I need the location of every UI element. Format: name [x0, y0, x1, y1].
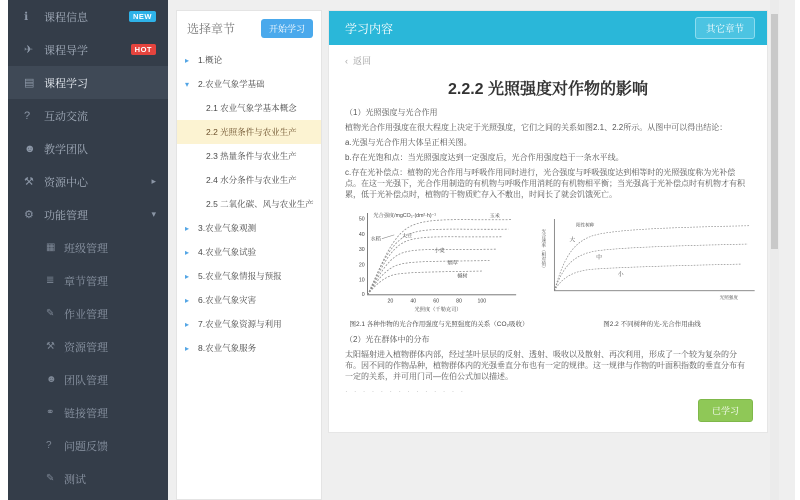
- grid-icon: ▦: [46, 242, 56, 253]
- truncated-line: · · · · · · · · · · · · · ·: [345, 387, 466, 396]
- chapter-item[interactable]: [177, 192, 321, 216]
- sidebar-subitem-label: 测试: [64, 473, 86, 486]
- chapter-label: 2.1 农业气象学基本概念: [206, 103, 297, 113]
- sidebar-subitem-label: 问题反馈: [64, 440, 108, 453]
- sidebar-subitem-label: 作业管理: [64, 308, 108, 321]
- new-badge: NEW: [129, 11, 156, 22]
- sidebar-subitem-label: 资源管理: [64, 341, 108, 354]
- chapter-label: 2.4 水分条件与农业生产: [206, 175, 297, 185]
- sidebar-item-course-learning[interactable]: [8, 66, 168, 99]
- chapter-label: 8.农业气象服务: [198, 343, 257, 353]
- sidebar-item-resource-center[interactable]: [8, 165, 168, 198]
- sidebar-subitem-class-management[interactable]: [8, 231, 168, 264]
- sidebar-item-label: 功能管理: [44, 209, 88, 222]
- lesson-body: [329, 107, 767, 200]
- edit-icon: ✎: [46, 308, 55, 319]
- series-label-medium: 中: [596, 255, 602, 262]
- paragraph: a.光强与光合作用大体呈正相关图。: [345, 138, 472, 147]
- series-label-large: 大: [569, 237, 576, 244]
- sidebar-subitem-label: 链接管理: [64, 407, 108, 420]
- sidebar-item-label: 课程导学: [44, 44, 88, 57]
- tools-icon: ⚒: [24, 176, 34, 188]
- x-tick: 20: [387, 298, 394, 305]
- content-header: [329, 11, 767, 45]
- gear-icon: ⚙: [24, 209, 34, 221]
- sidebar-item-label: 课程信息: [44, 11, 88, 24]
- vertical-scrollbar[interactable]: [770, 0, 779, 500]
- chevron-right-icon[interactable]: ▸: [185, 247, 190, 257]
- chevron-left-icon: ‹: [345, 56, 348, 66]
- x-axis-label: 光照度（千勒克司）: [414, 307, 462, 314]
- send-icon: ✈: [24, 44, 34, 56]
- y-tick: 20: [358, 262, 365, 269]
- chevron-right-icon[interactable]: ▸: [185, 343, 190, 353]
- link-icon: ⚭: [46, 407, 55, 418]
- figure-2-1-caption: 图2.1 各种作物的光合作用强度与光照强度的关系（CO₂吸收）: [349, 321, 529, 328]
- series-label-tobacco: 烟草: [447, 260, 459, 267]
- x-tick: 100: [477, 298, 487, 305]
- sidebar-subitem-question-feedback[interactable]: [8, 429, 168, 462]
- chapter-panel-title: 选择章节: [187, 22, 236, 36]
- mark-learned-button[interactable]: 已学习: [698, 399, 753, 422]
- chapter-label: 2.农业气象学基础: [198, 79, 265, 89]
- chapter-panel: [176, 10, 322, 500]
- sidebar-item-label: 互动交流: [44, 110, 88, 123]
- chapter-tree: [177, 44, 321, 360]
- series-label-maple: 槭树: [457, 273, 468, 280]
- chapter-label: 5.农业气象情报与预报: [198, 271, 282, 281]
- chapter-item[interactable]: [177, 336, 321, 360]
- paragraph: c.存在光补偿点：植物的光合作用与呼吸作用同时进行，光合强度与呼吸强度达到相等时的光照强度称为光补偿点。在这一光强下，光合作用制造的有机物与呼吸作用消耗的有机物相平衡；当光强高于光补偿点时有机物才有积累，低于光补偿点时，植物的干物质贮存入不敷出，时间长了就会饥饿死亡。: [345, 168, 745, 199]
- chapter-label: 3.农业气象观测: [198, 223, 257, 233]
- chapter-item[interactable]: [177, 312, 321, 336]
- learning-content-card: [328, 10, 768, 433]
- info-icon: ℹ: [24, 11, 29, 23]
- chevron-right-icon[interactable]: ▸: [185, 271, 190, 281]
- paragraph: 太阳辐射进入植物群体内部，经过茎叶层层的反射、透射、吸收以及散射、再次利用，形成了一个较为复杂的分布。因不同的作物品种，植物群体内的光强垂直分布也有一定的规律。这一规律与作物的叶面积指数的垂直分布有一定的关系，并可用门司—佐伯公式加以描述。: [345, 350, 745, 381]
- sidebar-item-course-guide[interactable]: [8, 33, 168, 66]
- sidebar-item-label: 资源中心: [44, 176, 88, 189]
- series-label-rice: 水稻: [370, 236, 381, 243]
- series-label-corn: 玉米: [489, 213, 500, 220]
- sidebar-subitem-team-management[interactable]: [8, 363, 168, 396]
- y-tick: 10: [358, 277, 365, 284]
- sidebar-subitem-chapter-management[interactable]: [8, 264, 168, 297]
- chapter-item-selected[interactable]: [177, 120, 321, 144]
- chapter-label: 2.5 二氧化碳、风与农业生产: [206, 199, 314, 209]
- sidebar-item-course-info[interactable]: [8, 0, 168, 33]
- sidebar-subitem-homework-management[interactable]: [8, 297, 168, 330]
- sidebar-subitem-label: 章节管理: [64, 275, 108, 288]
- help-icon: ?: [46, 440, 52, 451]
- chapter-label: 7.农业气象资源与利用: [198, 319, 282, 329]
- sidebar-subitem-label: 团队管理: [64, 374, 108, 387]
- x-axis-label: 光照强度: [719, 295, 738, 301]
- back-label: 返回: [353, 56, 372, 66]
- y-tick: 50: [358, 216, 365, 223]
- chevron-right-icon: ▸: [151, 176, 156, 186]
- chapter-item[interactable]: [177, 48, 321, 72]
- sidebar-subitem-resource-management[interactable]: [8, 330, 168, 363]
- y-axis-label: 光合强度/mgCO₂·(dm²·h)⁻¹: [373, 212, 437, 219]
- page-title: 2.2.2 光照强度对作物的影响: [447, 81, 649, 98]
- users-icon: ☻: [46, 374, 57, 385]
- y-tick: 40: [358, 231, 365, 238]
- series-label-wheat: 小麦: [434, 248, 445, 254]
- figures-row: [329, 204, 767, 328]
- chevron-right-icon[interactable]: ▸: [185, 295, 190, 305]
- sidebar-item-teaching-team[interactable]: [8, 132, 168, 165]
- x-tick: 80: [456, 298, 462, 305]
- y-tick: 30: [358, 247, 365, 254]
- annotation-sun-species: 阳性树种: [576, 222, 595, 228]
- chapter-label: 6.农业气象灾害: [198, 295, 257, 305]
- sitemap-icon: ≣: [46, 275, 55, 286]
- chapter-item[interactable]: [177, 168, 321, 192]
- series-label-soybean: 大豆: [401, 233, 413, 240]
- figure-2-2-chart: [541, 206, 763, 318]
- chevron-right-icon[interactable]: ▸: [185, 55, 190, 65]
- book-icon: ▤: [24, 77, 35, 89]
- section-1-heading: （1）光照强度与光合作用: [345, 108, 438, 117]
- sidebar-item-interaction[interactable]: [8, 99, 168, 132]
- chevron-right-icon[interactable]: ▸: [185, 319, 190, 329]
- team-icon: ☻: [24, 142, 36, 155]
- chapter-label: 1.概论: [198, 55, 223, 65]
- chapter-label: 4.农业气象试验: [198, 247, 257, 257]
- start-learning-button[interactable]: 开始学习: [261, 19, 313, 38]
- paragraph: 植物光合作用强度在很大程度上决定于光照强度，它们之间的关系如图2.1、2.2所示。从图中可以得出结论：: [345, 123, 728, 132]
- chapter-item[interactable]: [177, 240, 321, 264]
- chapter-item[interactable]: [177, 216, 321, 240]
- pencil-icon: ✎: [46, 473, 55, 484]
- content-header-title: 学习内容: [345, 21, 394, 36]
- sidebar-subitem-link-management[interactable]: [8, 396, 168, 429]
- back-link[interactable]: [329, 45, 767, 67]
- sidebar-subitem-label: 班级管理: [64, 242, 108, 255]
- paragraph: b.存在光饱和点：当光照强度达到一定强度后，光合作用强度趋于一条水平线。: [345, 153, 624, 162]
- chapter-item[interactable]: [177, 72, 321, 96]
- x-tick: 60: [433, 298, 440, 305]
- chevron-down-icon[interactable]: ▾: [185, 79, 190, 89]
- figure-2-1-chart: [339, 206, 539, 318]
- sidebar-item-label: 教学团队: [44, 143, 88, 156]
- y-tick: 0: [361, 291, 365, 298]
- section-2-heading: （2）光在群体中的分布: [345, 335, 430, 344]
- figure-2-1: [339, 206, 539, 328]
- chapter-item[interactable]: [177, 96, 321, 120]
- sidebar-subitem-test[interactable]: [8, 462, 168, 495]
- chapter-item[interactable]: [177, 144, 321, 168]
- y-axis-label: 光合速率（相对值）: [541, 229, 547, 271]
- other-chapters-button[interactable]: 其它章节: [695, 17, 755, 39]
- figure-2-2: [541, 206, 763, 328]
- question-icon: ?: [24, 109, 31, 122]
- wrench-icon: ⚒: [46, 341, 55, 352]
- figure-2-2-caption: 图2.2 不同树种的光-光合作用曲线: [603, 321, 701, 328]
- hot-badge: HOT: [131, 44, 156, 55]
- series-label-small: 小: [617, 271, 624, 278]
- chapter-item[interactable]: [177, 288, 321, 312]
- sidebar-item-function-management[interactable]: [8, 198, 168, 231]
- chapter-label: 2.2 光照条件与农业生产: [206, 127, 297, 137]
- lesson-body-2: [329, 334, 767, 397]
- sidebar-item-label: 课程学习: [44, 77, 88, 90]
- x-tick: 40: [410, 298, 417, 305]
- chapter-label: 2.3 热量条件与农业生产: [206, 151, 297, 161]
- sidebar: [8, 0, 168, 500]
- chapter-item[interactable]: [177, 264, 321, 288]
- scrollbar-thumb[interactable]: [771, 14, 778, 249]
- chevron-down-icon: ▾: [151, 209, 156, 219]
- chevron-right-icon[interactable]: ▸: [185, 223, 190, 233]
